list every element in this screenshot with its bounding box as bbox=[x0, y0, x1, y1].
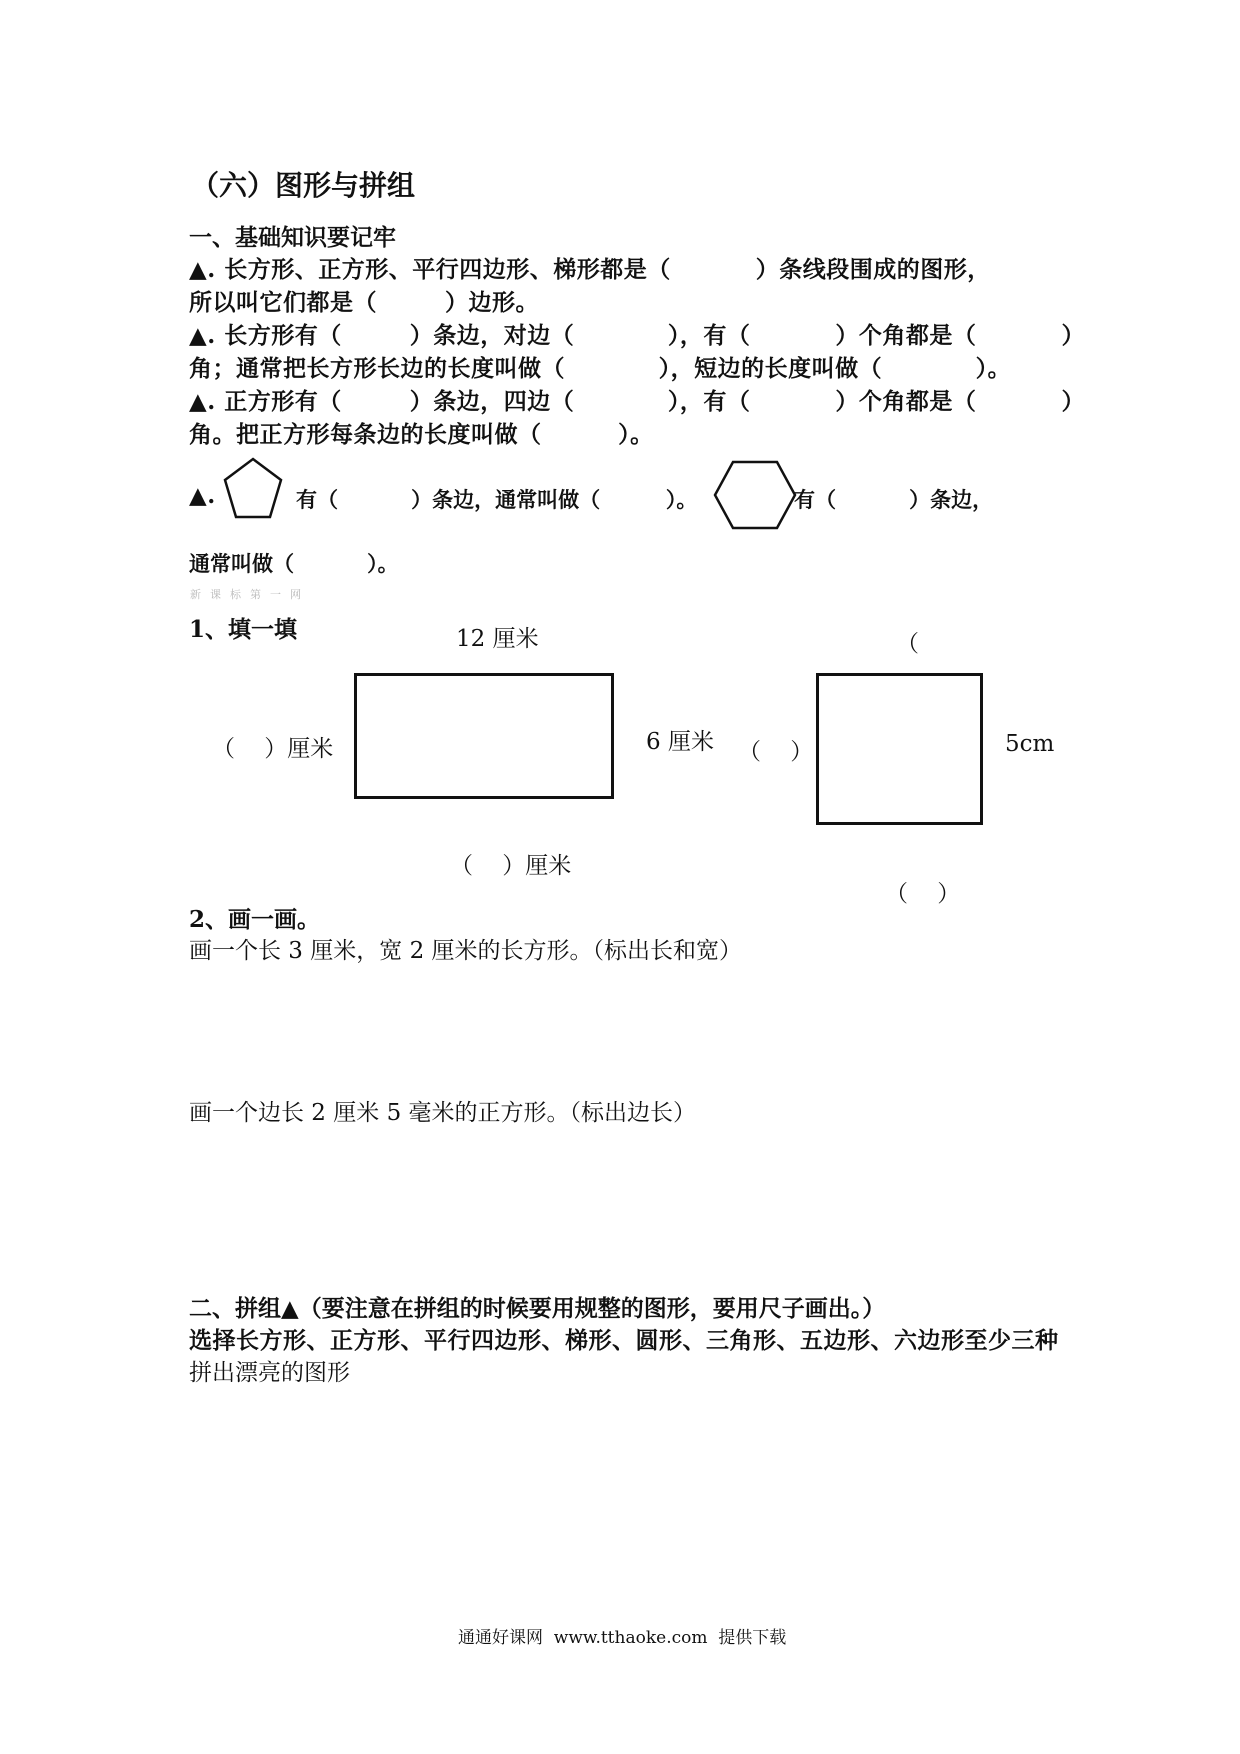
hexagon-question-cont: 通常叫做（ ）。 bbox=[189, 551, 399, 576]
rect-top-label: 12 厘米 bbox=[456, 626, 539, 652]
section2-heading: 二、拼组▲（要注意在拼组的时候要用规整的图形，要用尺子画出。） bbox=[189, 1295, 886, 1322]
knowledge-line-6: 角。把正方形每条边的长度叫做（ ）。 bbox=[189, 421, 654, 448]
knowledge-line-2: 所以叫它们都是（ ）边形。 bbox=[189, 289, 540, 316]
knowledge-line-3: ▲. 长方形有（ ）条边，对边（ ），有（ ）个角都是（ ） bbox=[189, 322, 1085, 349]
rect-left-label: （ ）厘米 bbox=[212, 736, 334, 762]
rect-bottom-label: （ ）厘米 bbox=[450, 853, 572, 879]
section2-line-1: 选择长方形、正方形、平行四边形、梯形、圆形、三角形、五边形、六边形至少三种 bbox=[189, 1327, 1059, 1354]
knowledge-line-4: 角；通常把长方形长边的长度叫做（ ），短边的长度叫做（ ）。 bbox=[189, 355, 1012, 382]
section2-line-2: 拼出漂亮的图形 bbox=[189, 1360, 350, 1386]
fill-heading: 1、填一填 bbox=[189, 616, 298, 643]
square-figure bbox=[816, 673, 983, 825]
section1-heading: 一、基础知识要记牢 bbox=[189, 224, 396, 251]
footer: 通通好课网 www.tthaoke.com 提供下载 bbox=[458, 1628, 787, 1648]
square-top-label: （ bbox=[896, 631, 919, 657]
rect-right-label: 6 厘米 bbox=[646, 729, 714, 755]
watermark: 新课标第一网 bbox=[190, 588, 310, 601]
page-title: （六）图形与拼组 bbox=[191, 169, 416, 202]
square-right-label: 5cm bbox=[1005, 731, 1055, 757]
draw-task-1: 画一个长 3 厘米，宽 2 厘米的长方形。（标出长和宽） bbox=[189, 938, 743, 964]
square-bottom-label: （ ） bbox=[885, 881, 961, 907]
polygon-bullet: ▲. bbox=[189, 482, 216, 509]
hexagon-shape bbox=[713, 460, 797, 530]
draw-heading: 2、画一画。 bbox=[189, 906, 321, 933]
knowledge-line-1: ▲. 长方形、正方形、平行四边形、梯形都是（ ）条线段围成的图形， bbox=[189, 256, 991, 283]
hexagon-question: 有（ ）条边， bbox=[794, 487, 994, 512]
square-left-label: （ ） bbox=[738, 739, 814, 765]
draw-task-2: 画一个边长 2 厘米 5 毫米的正方形。（标出边长） bbox=[189, 1100, 697, 1126]
pentagon-question: 有（ ）条边，通常叫做（ ）。 bbox=[296, 487, 698, 512]
knowledge-line-5: ▲. 正方形有（ ）条边，四边（ ），有（ ）个角都是（ ） bbox=[189, 388, 1085, 415]
rectangle-figure bbox=[354, 673, 614, 799]
pentagon-shape bbox=[222, 456, 284, 522]
